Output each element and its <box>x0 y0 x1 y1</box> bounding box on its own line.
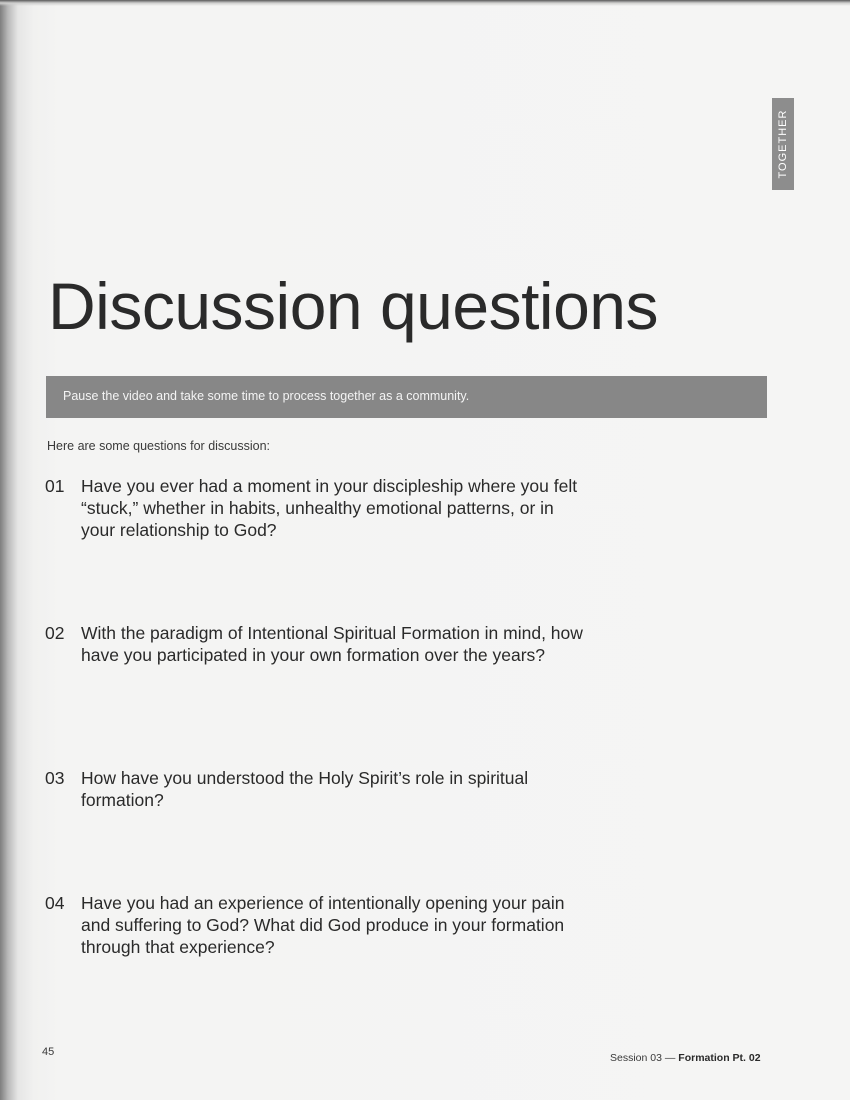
page-top-shadow <box>0 0 850 6</box>
running-footer <box>610 1052 761 1064</box>
question-1 <box>45 475 585 541</box>
question-text: Have you had an experience of intentionally opening your pain and suffering to God? What did God produce in your formation through that experience? <box>81 893 565 957</box>
page-title: Discussion questions <box>48 269 658 343</box>
question-text: With the paradigm of Intentional Spiritual Formation in mind, how have you participated in your own formation over the years? <box>81 623 583 665</box>
section-tab-label: TOGETHER <box>777 109 789 179</box>
question-number: 04 <box>45 893 65 913</box>
banner-text: Pause the video and take some time to process together as a community. <box>63 389 470 403</box>
footer-session: Session 03 — <box>610 1052 679 1064</box>
question-3 <box>45 767 585 811</box>
question-text: How have you understood the Holy Spirit’s role in spiritual formation? <box>81 768 529 810</box>
instruction-banner <box>46 376 767 418</box>
section-tab <box>772 98 794 190</box>
question-text: Have you ever had a moment in your discipleship where you felt “stuck,” whether in habits, unhealthy emotional patterns, or in your relationship to God? <box>81 476 578 540</box>
question-number: 03 <box>45 768 65 788</box>
question-number: 02 <box>45 623 65 643</box>
intro-text: Here are some questions for discussion: <box>47 439 271 453</box>
question-2 <box>45 622 585 666</box>
question-4 <box>45 892 585 958</box>
footer-session-title: Formation Pt. 02 <box>678 1052 761 1064</box>
question-number: 01 <box>45 476 65 496</box>
page-number: 45 <box>42 1046 55 1058</box>
